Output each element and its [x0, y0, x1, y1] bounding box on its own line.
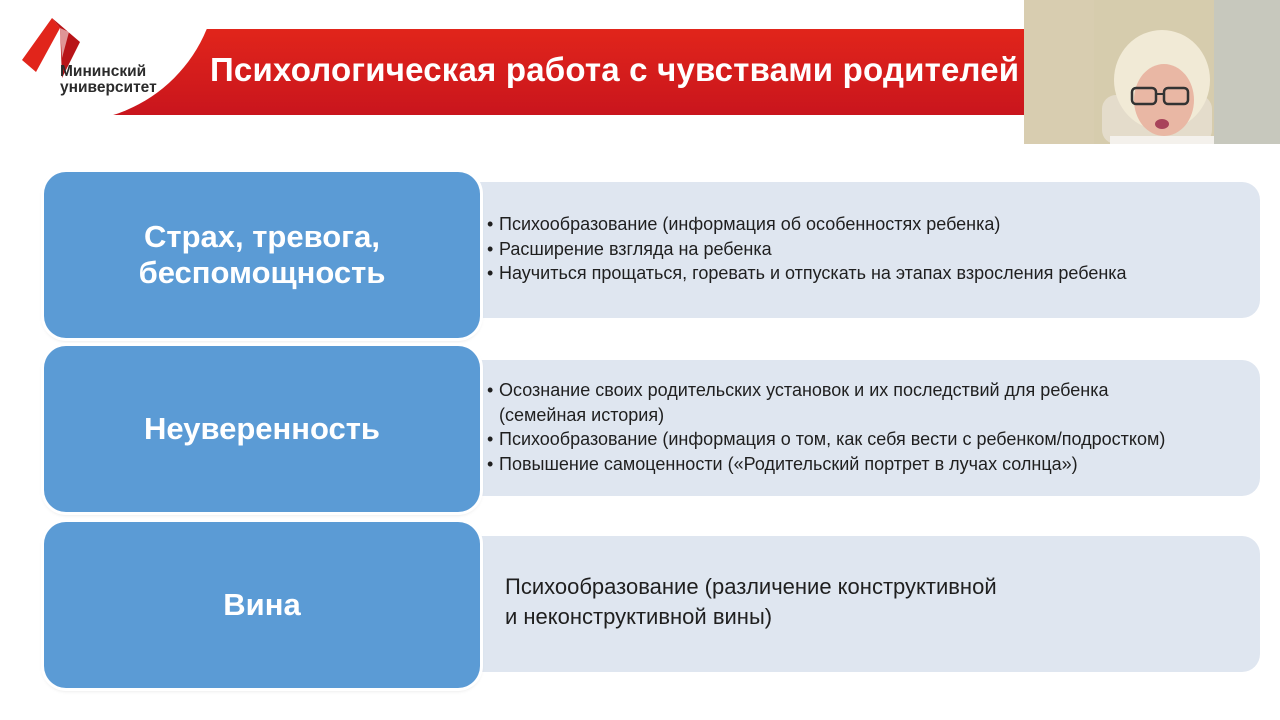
- slide-title: Психологическая работа с чувствами родителей: [210, 51, 1020, 88]
- row-guilt-text: [505, 572, 997, 632]
- row-guilt-label: Вина: [44, 522, 480, 688]
- row-guilt-text-line-2: и неконструктивной вины): [505, 604, 773, 629]
- bullet-item: • Расширение взгляда на ребенка: [487, 237, 1127, 262]
- presenter-webcam: [1024, 0, 1280, 144]
- row-guilt-text-line-1: Психообразование (различение конструктивной: [505, 574, 997, 599]
- row-fear-label: Страх, тревога, беспомощность: [44, 172, 480, 338]
- bullet-item: • Повышение самоценности («Родительский портрет в лучах солнца»): [487, 452, 1247, 477]
- row-fear-bullets: [487, 212, 1127, 286]
- bullet-item: • Осознание своих родительских установок и их последствий для ребенка (семейная история): [487, 378, 1199, 427]
- university-logo-text: [60, 64, 157, 96]
- row-uncertainty-label: Неуверенность: [44, 346, 480, 512]
- bullet-item: • Психообразование (информация об особенностях ребенка): [487, 212, 1127, 237]
- row-uncertainty-bullets: [487, 378, 1247, 476]
- logo-line-2: университет: [60, 79, 157, 96]
- bullet-item: • Научиться прощаться, горевать и отпускать на этапах взросления ребенка: [487, 261, 1127, 286]
- presenter-video-frame: [1024, 0, 1280, 144]
- logo-line-1: Мининский: [60, 63, 147, 80]
- bullet-item: • Психообразование (информация о том, как себя вести с ребенком/подростком): [487, 427, 1247, 452]
